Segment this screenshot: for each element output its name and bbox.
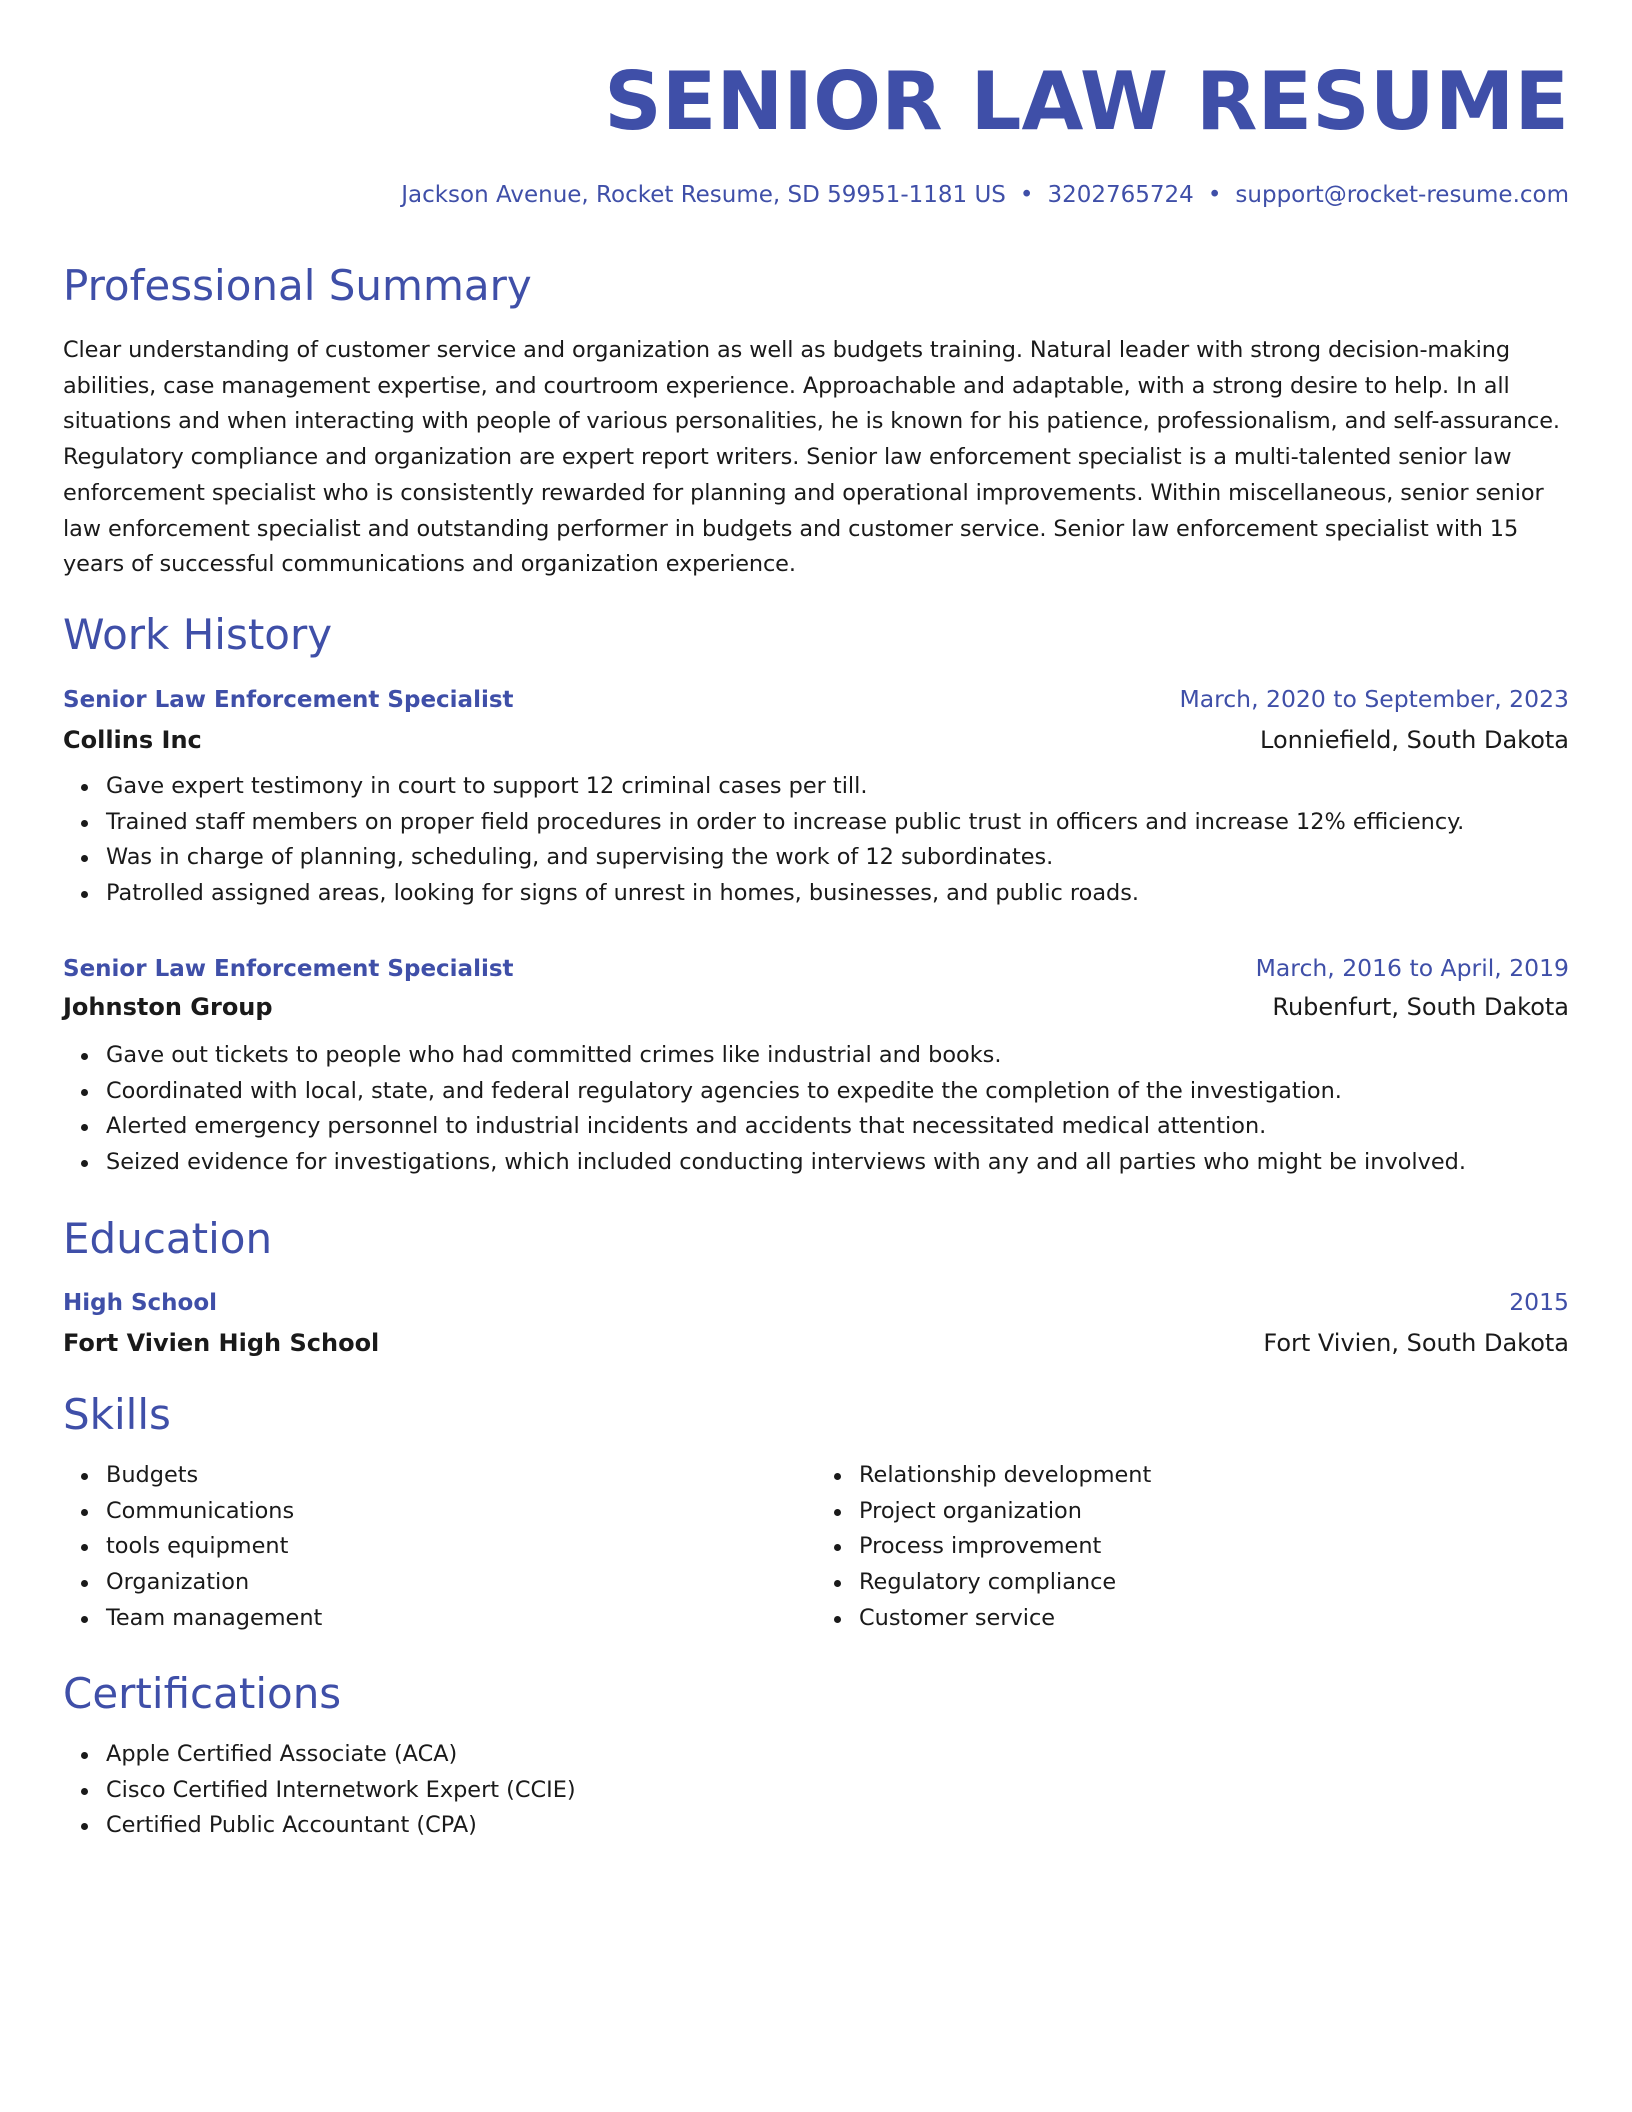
separator-dot: • xyxy=(1019,182,1034,208)
list-item: Was in charge of planning, scheduling, and supervising the work of 12 subordinates. xyxy=(106,840,1569,876)
list-item: Seized evidence for investigations, which included conducting interviews with any and all parties who might be involved. xyxy=(106,1145,1569,1181)
certification-item: Apple Certified Associate (ACA) xyxy=(106,1737,1569,1773)
job-dates: March, 2020 to September, 2023 xyxy=(1179,685,1569,713)
skills-grid xyxy=(63,1458,1569,1637)
summary-text: Clear understanding of customer service and organization as well as budgets training. Natural leader with strong decision-making abilities, case management expertise, and courtroom experience. Approachable and adaptable, with a strong desire to help. In all situations and when interacting with people of various personalities, he is known for his patience, professionalism, and self-assurance. Regulatory compliance and organization are expert report writers. Senior law enforcement specialist is a multi-talented senior law enforcement specialist who is consistently rewarded for planning and operational improvements. Within miscellaneous, senior senior law enforcement specialist and outstanding performer in budgets and customer service. Senior law enforcement specialist with 15 years of successful communications and organization experience. xyxy=(63,337,1560,578)
list-item: Alerted emergency personnel to industrial incidents and accidents that necessitated medical attention. xyxy=(106,1109,1569,1145)
certification-item: Cisco Certified Internetwork Expert (CCIE) xyxy=(106,1773,1569,1809)
skills-heading: Skills xyxy=(63,1390,171,1439)
resume-name: SENIOR LAW RESUME xyxy=(604,55,1569,148)
skill-item: Budgets xyxy=(106,1458,816,1494)
education-heading: Education xyxy=(63,1214,273,1263)
degree-title: High School xyxy=(63,1290,218,1316)
skill-item: tools equipment xyxy=(106,1529,816,1565)
separator-dot: • xyxy=(1207,182,1222,208)
email-link[interactable]: support@rocket-resume.com xyxy=(1235,182,1569,208)
list-item: Patrolled assigned areas, looking for signs of unrest in homes, businesses, and public roads. xyxy=(106,876,1569,912)
skill-item: Regulatory compliance xyxy=(859,1565,1569,1601)
job-company-row xyxy=(63,992,1569,1022)
certifications-heading: Certifications xyxy=(63,1669,342,1718)
job-entry xyxy=(63,953,1569,1181)
job-location: Rubenfurt, South Dakota xyxy=(1272,993,1569,1021)
job-header-row xyxy=(63,953,1569,984)
skills-list-left xyxy=(63,1458,816,1637)
job-company-row xyxy=(63,725,1569,755)
contact-line xyxy=(63,181,1569,209)
skill-item: Customer service xyxy=(859,1601,1569,1637)
job-bullets xyxy=(63,1038,1569,1181)
list-item: Gave out tickets to people who had committed crimes like industrial and books. xyxy=(106,1038,1569,1074)
work-history-heading: Work History xyxy=(63,610,333,659)
list-item: Gave expert testimony in court to support 12 criminal cases per till. xyxy=(106,769,1569,805)
skill-item: Team management xyxy=(106,1601,816,1637)
education-header-row xyxy=(63,1287,1569,1318)
skill-item: Organization xyxy=(106,1565,816,1601)
skill-item: Communications xyxy=(106,1494,816,1530)
list-item: Coordinated with local, state, and federal regulatory agencies to expedite the completion of the investigation. xyxy=(106,1074,1569,1110)
company-name: Johnston Group xyxy=(63,993,273,1021)
graduation-year: 2015 xyxy=(1509,1288,1569,1316)
job-entry xyxy=(63,684,1569,912)
skills-list-right xyxy=(816,1458,1569,1637)
job-bullets xyxy=(63,769,1569,912)
education-entry xyxy=(63,1287,1569,1358)
company-name: Collins Inc xyxy=(63,726,202,754)
job-dates: March, 2016 to April, 2019 xyxy=(1255,954,1569,982)
address-text: Jackson Avenue, Rocket Resume, SD 59951-1181 US xyxy=(401,182,1006,208)
school-location: Fort Vivien, South Dakota xyxy=(1263,1329,1569,1357)
job-title: Senior Law Enforcement Specialist xyxy=(63,956,514,982)
skill-item: Project organization xyxy=(859,1494,1569,1530)
job-title: Senior Law Enforcement Specialist xyxy=(63,687,514,713)
certification-item: Certified Public Accountant (CPA) xyxy=(106,1808,1569,1844)
skill-item: Relationship development xyxy=(859,1458,1569,1494)
job-header-row xyxy=(63,684,1569,715)
phone-text: 3202765724 xyxy=(1047,182,1194,208)
summary-heading: Professional Summary xyxy=(63,261,532,310)
skill-item: Process improvement xyxy=(859,1529,1569,1565)
school-name: Fort Vivien High School xyxy=(63,1329,380,1357)
certifications-list xyxy=(63,1737,1569,1844)
job-location: Lonniefield, South Dakota xyxy=(1260,726,1569,754)
education-school-row xyxy=(63,1328,1569,1358)
list-item: Trained staff members on proper field procedures in order to increase public trust in officers and increase 12% efficiency. xyxy=(106,805,1569,841)
